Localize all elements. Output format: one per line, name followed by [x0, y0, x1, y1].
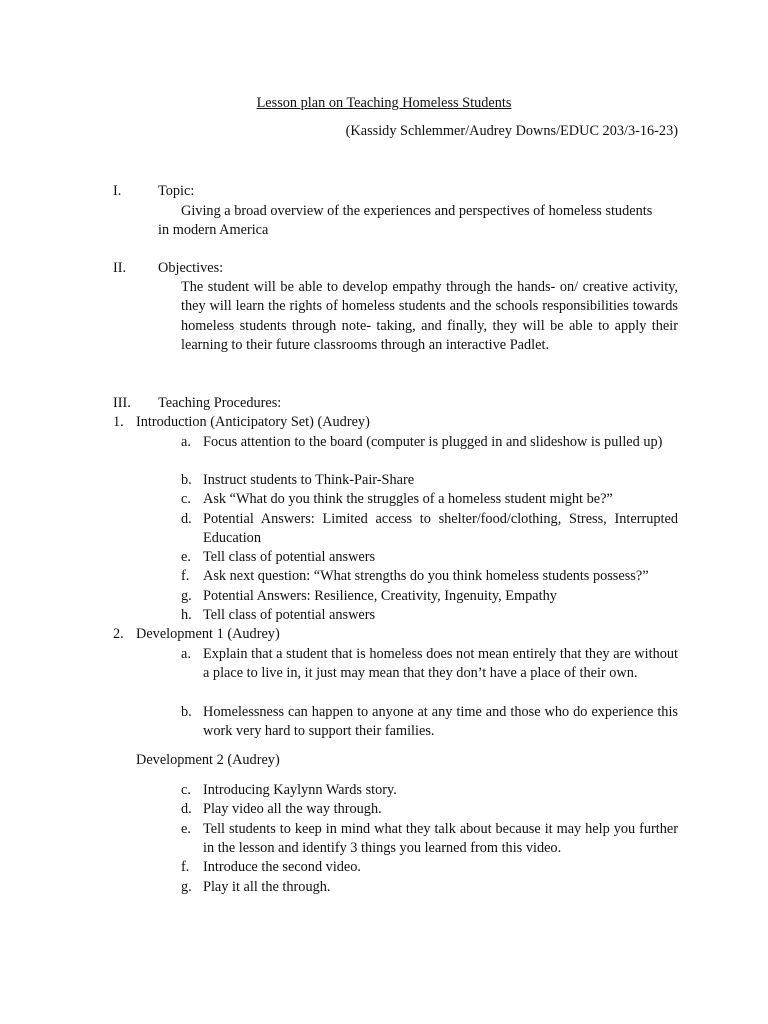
section-numeral-2: II. [113, 260, 127, 276]
list-item: Tell class of potential answers [203, 549, 376, 565]
list-item: Ask next question: “What strengths do you think homeless students possess?” [203, 568, 649, 584]
section-numeral-1: I. [113, 183, 122, 199]
procedure-heading-development-2: Development 2 (Audrey) [136, 752, 280, 768]
list-item: Explain that a student that is homeless does not mean entirely that they are without a place to live in, it just may mean that they don’t have a place of their own. [203, 646, 678, 682]
list-item: Introducing Kaylynn Wards story. [203, 782, 397, 798]
item-letter: g. [181, 879, 192, 895]
item-letter: d. [181, 511, 192, 527]
section-label-objectives: Objectives: [158, 260, 224, 276]
list-item: Tell class of potential answers [203, 607, 376, 623]
section-numeral-3: III. [113, 395, 131, 411]
list-item: Instruct students to Think-Pair-Share [203, 472, 415, 488]
list-item: Ask “What do you think the struggles of a homeless student might be?” [203, 491, 613, 507]
objectives-text: The student will be able to develop empathy through the hands- on/ creative activity, they will learn the rights of homeless students and the schools responsibilities towards homeless students through note- taking, and finally, they will be able to apply their learning to their future classrooms through an interactive Padlet. [181, 279, 678, 354]
item-letter: e. [181, 549, 191, 565]
list-item: Tell students to keep in mind what they talk about because it may help you further in the lesson and identify 3 things you learned from this video. [203, 821, 678, 857]
authors-line: (Kassidy Schlemmer/Audrey Downs/EDUC 203/3-16-23) [345, 123, 678, 139]
item-letter: c. [181, 782, 191, 798]
topic-line-2: in modern America [158, 222, 269, 238]
item-letter: e. [181, 821, 191, 837]
item-letter: g. [181, 588, 192, 604]
procedure-number-2: 2. [113, 626, 124, 642]
item-letter: b. [181, 472, 192, 488]
item-letter: f. [181, 568, 190, 584]
procedure-heading-introduction: Introduction (Anticipatory Set) (Audrey) [136, 414, 370, 430]
item-letter: f. [181, 859, 190, 875]
list-item: Play video all the way through. [203, 801, 382, 817]
section-label-topic: Topic: [158, 183, 195, 199]
item-letter: c. [181, 491, 191, 507]
procedure-heading-development-1: Development 1 (Audrey) [136, 626, 280, 642]
list-item: Play it all the through. [203, 879, 331, 895]
document-title: Lesson plan on Teaching Homeless Students [256, 95, 512, 111]
item-letter: a. [181, 646, 191, 662]
item-letter: h. [181, 607, 192, 623]
list-item: Homelessness can happen to anyone at any time and those who do experience this work very hard to support their families. [203, 704, 678, 740]
list-item: Potential Answers: Limited access to shelter/food/clothing, Stress, Interrupted Education [203, 511, 678, 547]
list-item: Introduce the second video. [203, 859, 362, 875]
item-letter: d. [181, 801, 192, 817]
list-item: Potential Answers: Resilience, Creativity, Ingenuity, Empathy [203, 588, 557, 604]
item-letter: b. [181, 704, 192, 720]
section-label-teaching-procedures: Teaching Procedures: [158, 395, 282, 411]
procedure-number-1: 1. [113, 414, 124, 430]
item-letter: a. [181, 434, 191, 450]
list-item: Focus attention to the board (computer is plugged in and slideshow is pulled up) [203, 434, 663, 450]
topic-line-1: Giving a broad overview of the experiences and perspectives of homeless students [181, 203, 653, 219]
